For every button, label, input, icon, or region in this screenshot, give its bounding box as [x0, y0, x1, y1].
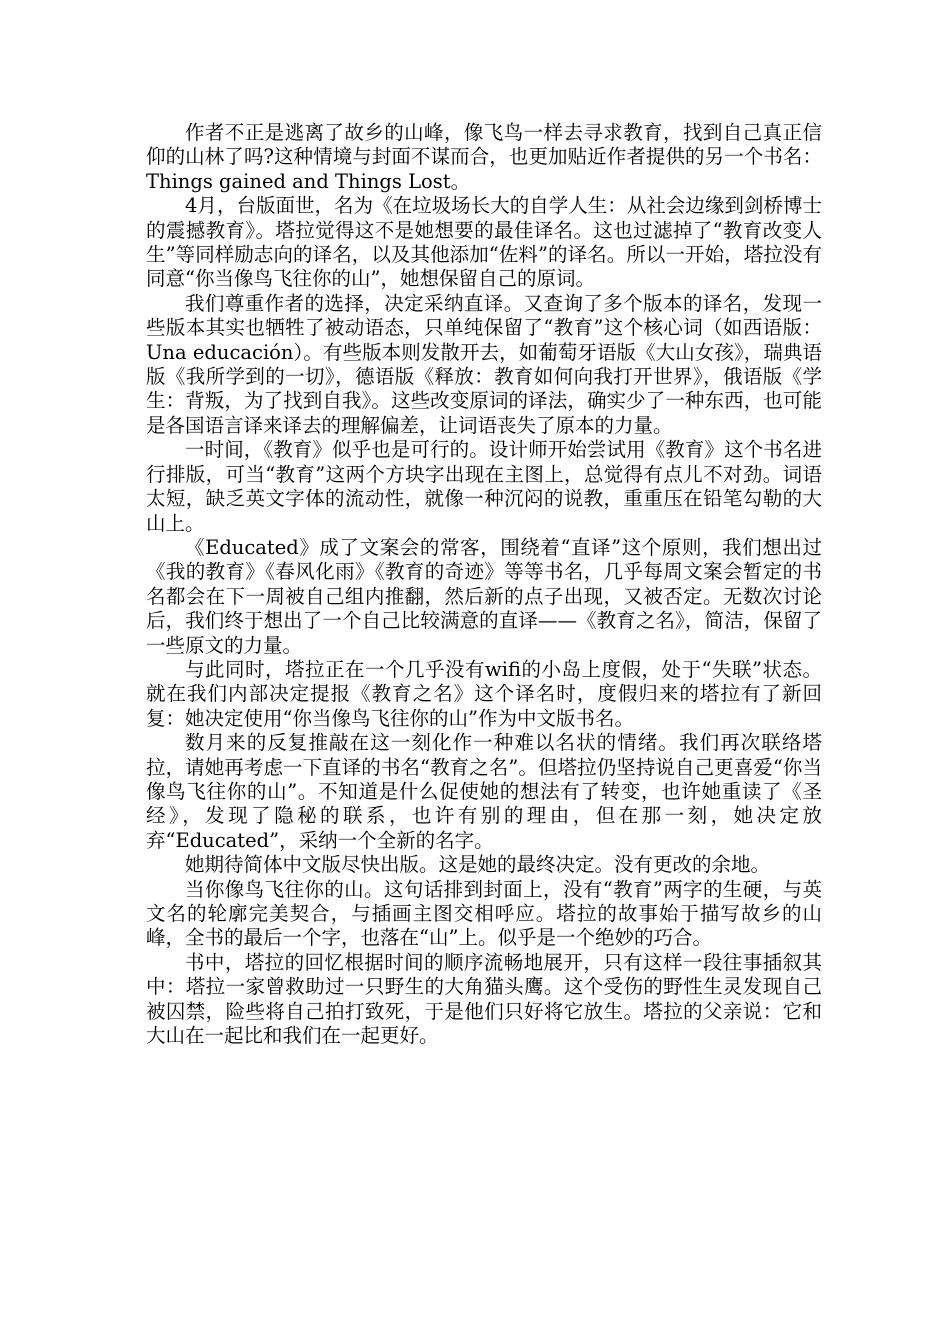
- paragraph: 《Educated》成了文案会的常客，围绕着“直译”这个原则，我们想出过《我的教育》《春风化雨》《教育的奇迹》等等书名，几乎每周文案会暂定的书名都会在下一周被自己组内推翻，然后新的点子出现，又被否定。无数次讨论后，我们终于想出了一个自己比较满意的直译——《教育之名》，简洁，保留了一些原文的力量。: [146, 535, 822, 657]
- paragraph: 一时间，《教育》似乎也是可行的。设计师开始尝试用《教育》这个书名进行排版，可当“教育”这两个方块字出现在主图上，总觉得有点儿不对劲。词语太短，缺乏英文字体的流动性，就像一种沉闷的说教，重重压在铅笔勾勒的大山上。: [146, 438, 822, 535]
- paragraph: 我们尊重作者的选择，决定采纳直译。又查询了多个版本的译名，发现一些版本其实也牺牲了被动语态，只单纯保留了“教育”这个核心词（如西语版：Una educación）。有些版本则发散开去，如葡萄牙语版《大山女孩》，瑞典语版《我所学到的一切》，德语版《释放：教育如何向我打开世界》，俄语版《学生：背叛，为了找到自我》。这些改变原词的译法，确实少了一种东西，也可能是各国语言译来译去的理解偏差，让词语丧失了原本的力量。: [146, 291, 822, 437]
- paragraph: 4月，台版面世，名为《在垃圾场长大的自学人生：从社会边缘到剑桥博士的震撼教育》。塔拉觉得这不是她想要的最佳译名。这也过滤掉了“教育改变人生”等同样励志向的译名，以及其他添加“佐料”的译名。所以一开始，塔拉没有同意“你当像鸟飞往你的山”，她想保留自己的原词。: [146, 194, 822, 291]
- paragraph: 她期待简体中文版尽快出版。这是她的最终决定。没有更改的余地。: [185, 853, 771, 877]
- paragraph: 书中，塔拉的回忆根据时间的顺序流畅地展开，只有这样一段往事插叙其中：塔拉一家曾救助过一只野生的大角猫头鹰。这个受伤的野性生灵发现自己被囚禁，险些将自己拍打致死，于是他们只好将它放生。塔拉的父亲说：它和大山在一起比和我们在一起更好。: [146, 950, 822, 1048]
- paragraph: 数月来的反复推敲在这一刻化作一种难以名状的情绪。我们再次联络塔拉，请她再考虑一下直译的书名“教育之名”。但塔拉仍坚持说自己更喜爱“你当像鸟飞往你的山”。不知道是什么促使她的想法有了转变，也许她重读了《圣经》，发现了隐秘的联系，也许有别的理由，但在那一刻，她决定放弃“Educated”，采纳一个全新的名字。: [146, 731, 822, 852]
- document-body: [146, 121, 822, 1048]
- paragraph: 作者不正是逃离了故乡的山峰，像飞鸟一样去寻求教育，找到自己真正信仰的山林了吗?这种情境与封面不谋而合，也更加贴近作者提供的另一个书名：Things gained and Things Lost。: [146, 121, 822, 193]
- paragraph: 当你像鸟飞往你的山。这句话排到封面上，没有“教育”两字的生硬，与英文名的轮廓完美契合，与插画主图交相呼应。塔拉的故事始于描写故乡的山峰，全书的最后一个字，也落在“山”上。似乎是一个绝妙的巧合。: [146, 877, 822, 950]
- paragraph: 与此同时，塔拉正在一个几乎没有wifi的小岛上度假，处于“失联”状态。就在我们内部决定提报《教育之名》这个译名时，度假归来的塔拉有了新回复：她决定使用“你当像鸟飞往你的山”作为中文版书名。: [146, 657, 822, 730]
